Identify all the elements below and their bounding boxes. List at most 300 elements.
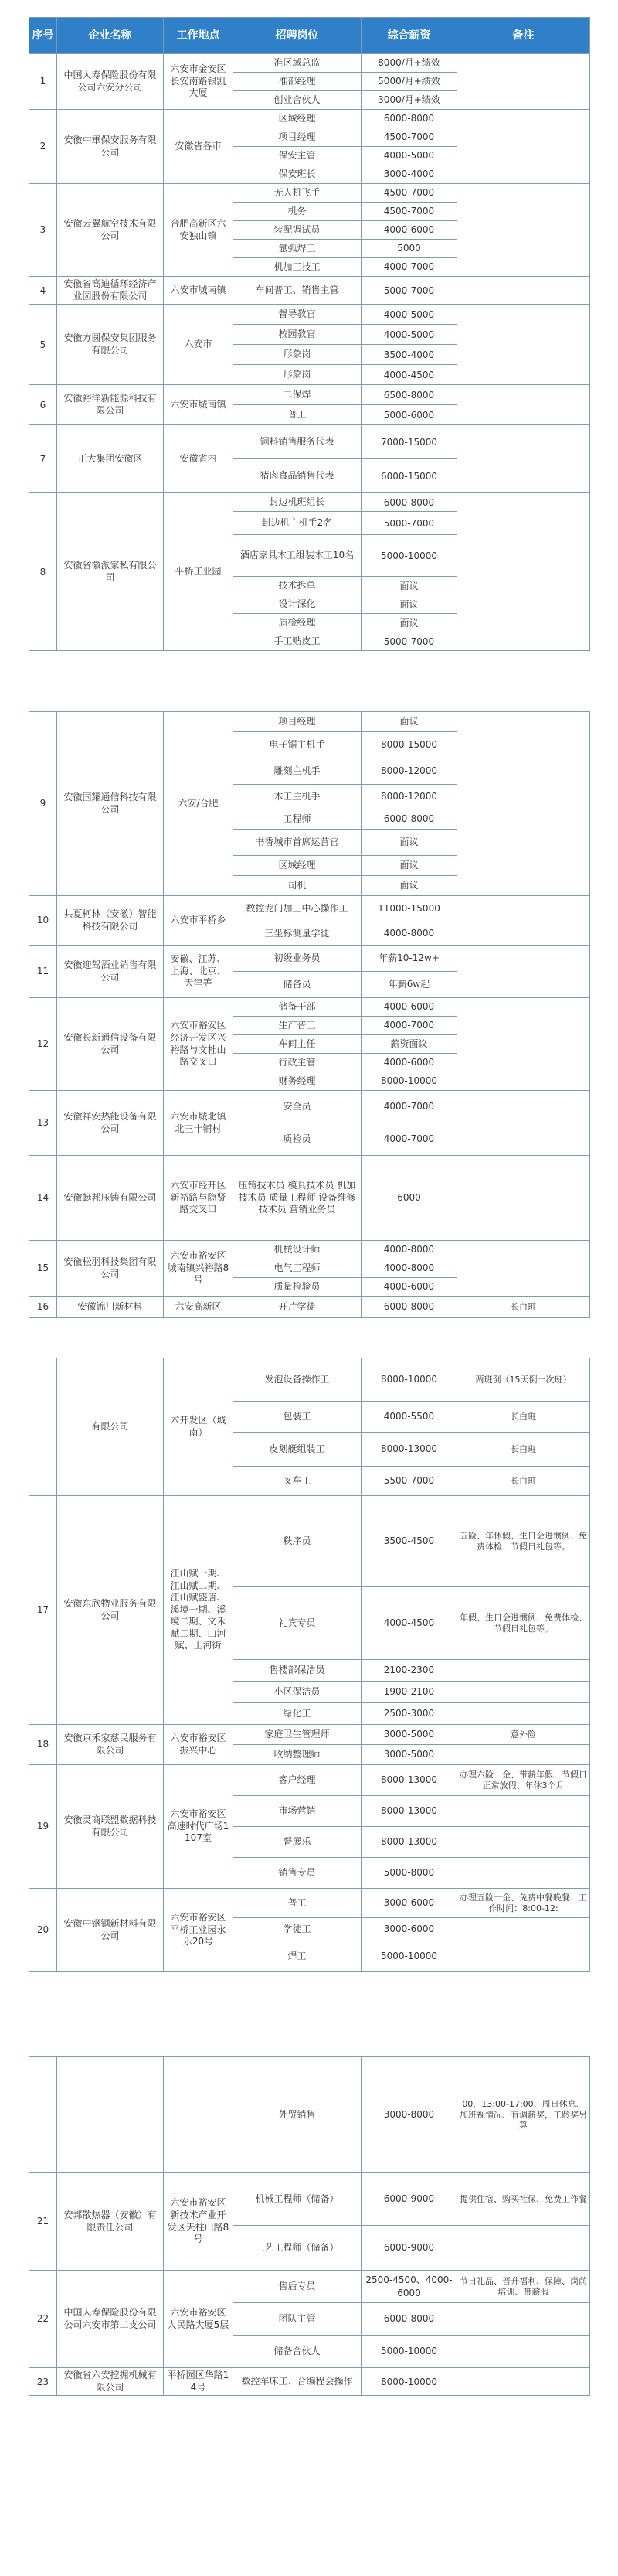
job-title: 财务经理 — [233, 1072, 362, 1091]
remark: 意外险 — [457, 1725, 590, 1745]
salary: 面议 — [362, 856, 457, 876]
table-row — [29, 305, 590, 325]
salary: 6000-8000 — [362, 2303, 457, 2336]
remark — [457, 277, 590, 305]
job-title: 焊工 — [233, 1941, 362, 1972]
salary: 8000-12000 — [362, 758, 457, 785]
table-row — [29, 493, 590, 512]
remark: 两班倒（15天倒一次班） — [457, 1358, 590, 1402]
remark — [457, 1827, 590, 1858]
row-number: 14 — [29, 1156, 57, 1241]
table-row — [29, 2057, 590, 2173]
salary: 8000-13000 — [362, 1796, 457, 1827]
salary: 4000-8000 — [362, 1241, 457, 1259]
job-title: 封边机班组长 — [233, 493, 362, 512]
header-cell: 招聘岗位 — [233, 18, 362, 54]
header-cell: 工作地点 — [164, 18, 233, 54]
salary: 11000-15000 — [362, 896, 457, 922]
job-title: 准部经理 — [233, 73, 362, 91]
job-title: 车间主任 — [233, 1035, 362, 1054]
salary: 5500-7000 — [362, 1467, 457, 1496]
row-number: 11 — [29, 946, 57, 998]
salary: 7000-15000 — [362, 425, 457, 459]
company-name: 安徽省徽派家私有限公司 — [57, 493, 164, 651]
job-title: 皮划艇组装工 — [233, 1433, 362, 1467]
salary: 6500-8000 — [362, 385, 457, 405]
row-number: 13 — [29, 1091, 57, 1156]
job-title: 质量检验员 — [233, 1278, 362, 1297]
salary: 3000-8000 — [362, 2057, 457, 2173]
job-title: 氩弧焊工 — [233, 240, 362, 258]
company-name: 有限公司 — [57, 1358, 164, 1496]
table-row — [29, 425, 590, 459]
salary: 5000-10000 — [362, 2336, 457, 2368]
job-title: 售后专员 — [233, 2271, 362, 2303]
company-name: 安徽省高迪循环经济产业园股份有限公司 — [57, 277, 164, 305]
salary: 4500-7000 — [362, 128, 457, 147]
salary: 4000-6000 — [362, 1054, 457, 1072]
work-location: 六安市城南镇 — [164, 385, 233, 425]
job-title: 秩序员 — [233, 1496, 362, 1587]
job-title: 电子锯主机手 — [233, 732, 362, 758]
company-name: 安徽迎驾酒业销售有限公司 — [57, 946, 164, 998]
job-title: 手工贴皮工 — [233, 632, 362, 651]
remark — [457, 1091, 590, 1156]
salary: 面议 — [362, 830, 457, 856]
salary: 4000-7000 — [362, 1091, 457, 1123]
table-row — [29, 1241, 590, 1259]
work-location: 六安市 — [164, 305, 233, 385]
job-title: 生产普工 — [233, 1017, 362, 1035]
table-row — [29, 896, 590, 922]
row-number: 10 — [29, 896, 57, 946]
company-name: 中国人寿保险股份有限公司六安市第二支公司 — [57, 2271, 164, 2368]
table-row — [29, 1496, 590, 1587]
job-title: 开片学徒 — [233, 1297, 362, 1318]
salary: 8000-13000 — [362, 1765, 457, 1796]
recruitment-table — [29, 17, 590, 651]
salary: 年薪10-12w+ — [362, 946, 457, 972]
job-title: 收纳整理师 — [233, 1745, 362, 1765]
salary: 面议 — [362, 577, 457, 595]
work-location: 六安市裕安区振兴中心 — [164, 1725, 233, 1765]
remark: 办理六险一金、带薪年假、节假日正常放假、年休3个月 — [457, 1765, 590, 1796]
salary: 6000-9000 — [362, 2173, 457, 2226]
job-title: 雕刻主机手 — [233, 758, 362, 785]
remark: 提供住宿、购买社保、免费工作餐 — [457, 2173, 590, 2226]
company-name: 安徽云翼航空技术有限公司 — [57, 184, 164, 277]
job-title: 木工主机手 — [233, 785, 362, 809]
job-title: 包装工 — [233, 1402, 362, 1433]
table-row — [29, 1358, 590, 1402]
company-name: 共夏柯林（安徽）智能科技有限公司 — [57, 896, 164, 946]
row-number: 21 — [29, 2173, 57, 2271]
salary: 6000-8000 — [362, 493, 457, 512]
row-number — [29, 1358, 57, 1496]
table-row — [29, 1156, 590, 1241]
salary: 4000-7000 — [362, 1017, 457, 1035]
remark — [457, 305, 590, 385]
row-number: 23 — [29, 2368, 57, 2396]
remark — [457, 184, 590, 277]
job-title: 数控龙门加工中心操作工 — [233, 896, 362, 922]
salary: 4000-6000 — [362, 998, 457, 1017]
salary: 5000/月+绩效 — [362, 73, 457, 91]
remark — [457, 493, 590, 651]
work-location: 安徽、江苏、上海、北京、天津等 — [164, 946, 233, 998]
salary: 8000-10000 — [362, 1358, 457, 1402]
salary: 6000-8000 — [362, 809, 457, 830]
table-row — [29, 1765, 590, 1796]
remark: 00、13:00-17:00、周日休息、加班视情况、有调薪奖，工龄奖另算 — [457, 2057, 590, 2173]
table-row — [29, 385, 590, 405]
work-location: 平桥工业园 — [164, 493, 233, 651]
job-title: 机械工程师（储备） — [233, 2173, 362, 2226]
salary: 5000-10000 — [362, 535, 457, 577]
table-row — [29, 946, 590, 972]
remark — [457, 998, 590, 1091]
salary: 3000-4000 — [362, 165, 457, 184]
row-number: 7 — [29, 425, 57, 493]
work-location: 六安市裕安区城南镇兴裕路8号 — [164, 1241, 233, 1297]
row-number: 8 — [29, 493, 57, 651]
job-title: 工艺工程师（储备） — [233, 2226, 362, 2271]
job-title: 二保焊 — [233, 385, 362, 405]
remark — [457, 1858, 590, 1889]
company-name: 安徽方圆保安集团服务有限公司 — [57, 305, 164, 385]
salary: 面议 — [362, 614, 457, 632]
salary: 4000-4500 — [362, 1587, 457, 1660]
salary: 5000-7000 — [362, 277, 457, 305]
row-number: 4 — [29, 277, 57, 305]
job-title: 压铸技术员 模具技术员 机加技术员 质量工程师 设备维修技术员 营销业务员 — [233, 1156, 362, 1241]
job-title: 质检员 — [233, 1123, 362, 1156]
salary: 5000-7000 — [362, 632, 457, 651]
row-number: 12 — [29, 998, 57, 1091]
salary: 2500-3000 — [362, 1703, 457, 1725]
job-title: 工程师 — [233, 809, 362, 830]
remark: 节日礼品、晋升福利、保障、岗前培训、带薪假 — [457, 2271, 590, 2303]
table-sheet-3 — [29, 1358, 589, 1972]
job-title: 安全员 — [233, 1091, 362, 1123]
remark: 长白班 — [457, 1467, 590, 1496]
salary: 1900-2100 — [362, 1682, 457, 1703]
salary: 4000-6000 — [362, 221, 457, 240]
job-title: 封边机主机手2名 — [233, 512, 362, 535]
job-title: 电气工程师 — [233, 1259, 362, 1278]
job-title: 机务 — [233, 203, 362, 221]
job-title: 发泡设备操作工 — [233, 1358, 362, 1402]
remark — [457, 2303, 590, 2336]
row-number: 9 — [29, 712, 57, 896]
work-location: 六安市裕安区经济开发区兴裕路与文杜山路交叉口 — [164, 998, 233, 1091]
job-title: 司机 — [233, 876, 362, 896]
remark — [457, 385, 590, 425]
job-title: 技术拆单 — [233, 577, 362, 595]
row-number: 1 — [29, 54, 57, 110]
remark — [457, 946, 590, 998]
job-title: 准区域总监 — [233, 54, 362, 73]
job-title: 保安主管 — [233, 147, 362, 165]
salary: 薪资面议 — [362, 1035, 457, 1054]
salary: 8000-10000 — [362, 2368, 457, 2396]
remark — [457, 1241, 590, 1297]
remark — [457, 1682, 590, 1703]
salary: 8000-13000 — [362, 1433, 457, 1467]
salary: 4000-7000 — [362, 1123, 457, 1156]
job-title: 礼宾专员 — [233, 1587, 362, 1660]
job-title: 创业合伙人 — [233, 91, 362, 110]
work-location: 江山赋一期、江山赋二期、江山赋盛唐、溪境一期、溪境二期、文禾赋二期、山河赋、上河街 — [164, 1496, 233, 1725]
work-location: 六安高新区 — [164, 1297, 233, 1318]
salary: 年薪6w起 — [362, 972, 457, 998]
company-name: 安徽灵商联盟数据科技有限公司 — [57, 1765, 164, 1889]
work-location: 六安市平桥乡 — [164, 896, 233, 946]
company-name: 安徽蜓邦压铸有限公司 — [57, 1156, 164, 1241]
salary: 8000-12000 — [362, 785, 457, 809]
remark — [457, 2368, 590, 2396]
job-title: 售楼部保洁员 — [233, 1660, 362, 1682]
work-location: 六安/合肥 — [164, 712, 233, 896]
salary: 4000-4500 — [362, 365, 457, 385]
row-number: 22 — [29, 2271, 57, 2368]
company-name: 安徽中钢钢新材料有限公司 — [57, 1889, 164, 1972]
company-name: 安徽长新通信设备有限公司 — [57, 998, 164, 1091]
job-title: 机械设计师 — [233, 1241, 362, 1259]
row-number: 16 — [29, 1297, 57, 1318]
work-location: 六安市金安区长安南路银凯大厦 — [164, 54, 233, 110]
table-row — [29, 54, 590, 73]
job-title: 书香城市首席运营官 — [233, 830, 362, 856]
remark — [457, 54, 590, 110]
table-row — [29, 1297, 590, 1318]
company-name: 安徽京禾家慈民服务有限公司 — [57, 1725, 164, 1765]
row-number: 18 — [29, 1725, 57, 1765]
work-location: 六安市裕安区高速时代广场1107室 — [164, 1765, 233, 1889]
salary: 6000-15000 — [362, 459, 457, 493]
header-cell: 企业名称 — [57, 18, 164, 54]
work-location: 六安市城南镇 — [164, 277, 233, 305]
salary: 2500-4500、4000-6000 — [362, 2271, 457, 2303]
salary: 8000-13000 — [362, 1827, 457, 1858]
company-name: 安徽裕洋新能源科技有限公司 — [57, 385, 164, 425]
job-title: 保安班长 — [233, 165, 362, 184]
job-title: 校园教官 — [233, 325, 362, 345]
table-row — [29, 277, 590, 305]
remark — [457, 1941, 590, 1972]
table-row — [29, 1889, 590, 1918]
work-location: 六安市裕安区人民路大厦5层 — [164, 2271, 233, 2368]
remark — [457, 1745, 590, 1765]
row-number: 19 — [29, 1765, 57, 1889]
salary: 3000-5000 — [362, 1745, 457, 1765]
salary: 4000-5000 — [362, 147, 457, 165]
recruitment-table — [29, 1358, 590, 1972]
work-location: 术开发区（城南） — [164, 1358, 233, 1496]
remark — [457, 1703, 590, 1725]
work-location — [164, 2057, 233, 2173]
job-title: 区域经理 — [233, 110, 362, 128]
salary: 3000-6000 — [362, 1889, 457, 1918]
job-title: 绿化工 — [233, 1703, 362, 1725]
job-title: 无人机飞手 — [233, 184, 362, 203]
work-location: 平桥园区华路14号 — [164, 2368, 233, 2396]
job-title: 市场营销 — [233, 1796, 362, 1827]
job-title: 初级业务员 — [233, 946, 362, 972]
job-title: 饲料销售服务代表 — [233, 425, 362, 459]
company-name: 安徽祥安热能设备有限公司 — [57, 1091, 164, 1156]
work-location: 六安市裕安区新技术产业开发区天柱山路8号 — [164, 2173, 233, 2271]
job-title: 普工 — [233, 405, 362, 425]
remark — [457, 896, 590, 946]
salary: 8000-10000 — [362, 1072, 457, 1091]
work-location: 六安市城北镇北三十铺村 — [164, 1091, 233, 1156]
job-title: 项目经理 — [233, 712, 362, 732]
job-title: 学徒工 — [233, 1918, 362, 1941]
salary: 6000-9000 — [362, 2226, 457, 2271]
salary: 3000/月+绩效 — [362, 91, 457, 110]
row-number: 15 — [29, 1241, 57, 1297]
company-name: 安邦散热器（安徽）有限责任公司 — [57, 2173, 164, 2271]
job-title: 车间普工、销售主管 — [233, 277, 362, 305]
row-number — [29, 2057, 57, 2173]
salary: 5000-7000 — [362, 512, 457, 535]
remark — [457, 425, 590, 493]
work-location: 安徽省各市 — [164, 110, 233, 184]
job-title: 质检经理 — [233, 614, 362, 632]
row-number: 6 — [29, 385, 57, 425]
salary: 4000-7000 — [362, 258, 457, 277]
job-title: 设计深化 — [233, 595, 362, 614]
remark — [457, 1918, 590, 1941]
row-number: 17 — [29, 1496, 57, 1725]
salary: 面议 — [362, 595, 457, 614]
salary: 4500-7000 — [362, 184, 457, 203]
row-number: 3 — [29, 184, 57, 277]
header-row — [29, 18, 590, 54]
table-sheet-1 — [29, 17, 589, 651]
table-row — [29, 2368, 590, 2396]
remark — [457, 110, 590, 184]
table-row — [29, 998, 590, 1017]
salary: 4000-8000 — [362, 1259, 457, 1278]
recruitment-table — [29, 711, 590, 1318]
salary: 4000-5500 — [362, 1402, 457, 1433]
job-title: 储备员 — [233, 972, 362, 998]
header-cell: 序号 — [29, 18, 57, 54]
table-sheet-2 — [29, 711, 589, 1318]
salary: 4000-5000 — [362, 325, 457, 345]
salary: 面议 — [362, 876, 457, 896]
remark: 长白班 — [457, 1297, 590, 1318]
table-row — [29, 712, 590, 732]
row-number: 20 — [29, 1889, 57, 1972]
salary: 5000-10000 — [362, 1941, 457, 1972]
remark — [457, 712, 590, 896]
job-title: 督展乐 — [233, 1827, 362, 1858]
salary: 5000 — [362, 240, 457, 258]
salary: 4500-7000 — [362, 203, 457, 221]
table-row — [29, 2173, 590, 2226]
job-title: 叉车工 — [233, 1467, 362, 1496]
work-location: 合肥高新区六安独山镇 — [164, 184, 233, 277]
salary: 3000-5000 — [362, 1725, 457, 1745]
company-name: 安徽锦川新材料 — [57, 1297, 164, 1318]
company-name: 安徽国耀通信科技有限公司 — [57, 712, 164, 896]
salary: 5000-8000 — [362, 1858, 457, 1889]
company-name: 安徽省六安挖掘机械有限公司 — [57, 2368, 164, 2396]
salary: 4000-8000 — [362, 922, 457, 946]
salary: 3500-4500 — [362, 1496, 457, 1587]
job-title: 区域经理 — [233, 856, 362, 876]
job-title: 酒店家具木工组装木工10名 — [233, 535, 362, 577]
remark — [457, 2226, 590, 2271]
table-row — [29, 1725, 590, 1745]
job-title: 团队主管 — [233, 2303, 362, 2336]
salary: 3500-4000 — [362, 345, 457, 365]
remark — [457, 1796, 590, 1827]
header-cell: 综合薪资 — [362, 18, 457, 54]
remark: 办理五险一金、免费中餐晚餐、工作时间：8:00-12: — [457, 1889, 590, 1918]
row-number: 5 — [29, 305, 57, 385]
salary: 4000-5000 — [362, 305, 457, 325]
table-row — [29, 2271, 590, 2303]
remark — [457, 2336, 590, 2368]
table-sheet-4 — [29, 2056, 589, 2396]
job-title: 机加工技工 — [233, 258, 362, 277]
job-title: 小区保洁员 — [233, 1682, 362, 1703]
salary: 4000-6000 — [362, 1278, 457, 1297]
job-title: 储备合伙人 — [233, 2336, 362, 2368]
company-name: 安徽中軍保安服务有限公司 — [57, 110, 164, 184]
salary: 面议 — [362, 712, 457, 732]
company-name: 正大集团安徽区 — [57, 425, 164, 493]
job-title: 猪肉食品销售代表 — [233, 459, 362, 493]
salary: 8000/月+绩效 — [362, 54, 457, 73]
row-number: 2 — [29, 110, 57, 184]
work-location: 六安市裕安区平桥工业园永乐20号 — [164, 1889, 233, 1972]
company-name: 安徽松羽科技集团有限公司 — [57, 1241, 164, 1297]
company-name — [57, 2057, 164, 2173]
work-location: 安徽省内 — [164, 425, 233, 493]
job-title: 督导教官 — [233, 305, 362, 325]
salary: 8000-15000 — [362, 732, 457, 758]
job-title: 普工 — [233, 1889, 362, 1918]
salary: 3000-6000 — [362, 1918, 457, 1941]
salary: 2100-2300 — [362, 1660, 457, 1682]
job-title: 形象岗 — [233, 365, 362, 385]
salary: 6000-8000 — [362, 110, 457, 128]
job-title: 储备干部 — [233, 998, 362, 1017]
job-title: 销售专员 — [233, 1858, 362, 1889]
job-title: 项目经理 — [233, 128, 362, 147]
table-row — [29, 184, 590, 203]
remark: 五险、年休假、生日会进惯例、免费体检、节假日礼包等。 — [457, 1496, 590, 1587]
table-row — [29, 1091, 590, 1123]
company-name: 安徽东欣物业服务有限公司 — [57, 1496, 164, 1725]
job-title: 家庭卫生管理师 — [233, 1725, 362, 1745]
remark — [457, 1660, 590, 1682]
job-title: 外贸销售 — [233, 2057, 362, 2173]
job-title: 行政主管 — [233, 1054, 362, 1072]
remark: 年假、生日会进惯例、免费体检、节假日礼包等。 — [457, 1587, 590, 1660]
salary: 5000-6000 — [362, 405, 457, 425]
header-cell: 备注 — [457, 18, 590, 54]
work-location: 六安市经开区新裕路与隐贤路交叉口 — [164, 1156, 233, 1241]
job-title: 数控车床工、合编程会操作 — [233, 2368, 362, 2396]
remark — [457, 1156, 590, 1241]
job-title: 客户经理 — [233, 1765, 362, 1796]
